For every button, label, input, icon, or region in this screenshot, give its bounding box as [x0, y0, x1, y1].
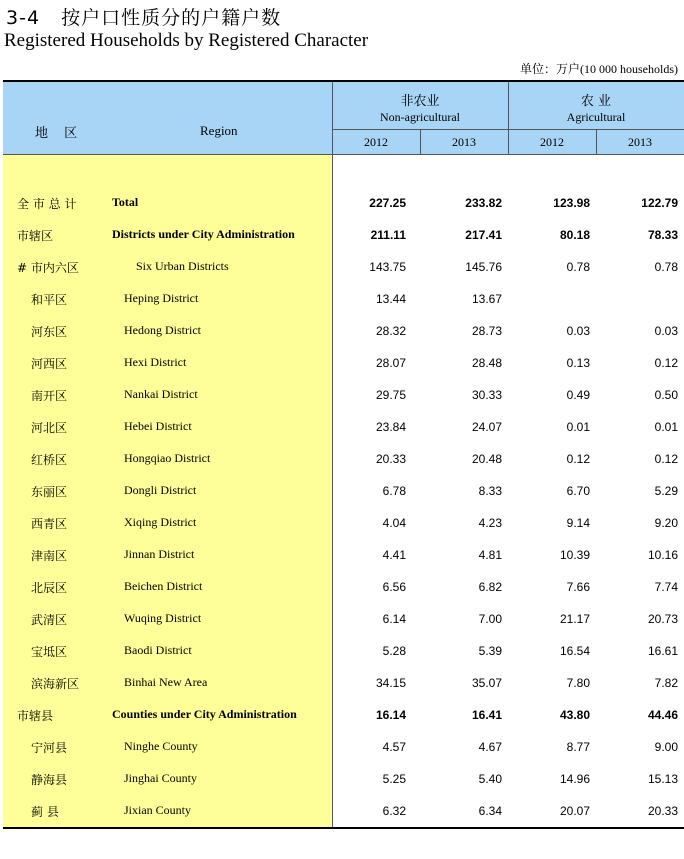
table-row [3, 187, 684, 219]
value-cell: 6.82 [478, 580, 502, 594]
value-cell: 5.40 [478, 772, 502, 786]
region-cell [3, 187, 332, 219]
year-header: 2013 [420, 130, 508, 155]
value-cell: 28.07 [375, 356, 406, 370]
region-cell [3, 315, 332, 347]
table-row [3, 251, 684, 283]
region-name-en: Ninghe County [124, 739, 198, 753]
table-row [3, 635, 684, 667]
table-row [3, 763, 684, 795]
value-cell: 7.74 [654, 580, 678, 594]
value-cell: 233.82 [465, 196, 502, 210]
value-cell: 16.41 [471, 708, 502, 722]
value-cell: 28.32 [375, 324, 406, 338]
value-cell: 123.98 [553, 196, 590, 210]
region-cell [3, 635, 332, 667]
table-row [3, 571, 684, 603]
value-cell: 4.57 [382, 740, 406, 754]
value-cell: 211.11 [370, 228, 406, 242]
value-cell: 21.17 [559, 612, 590, 626]
value-cell: 6.56 [382, 580, 406, 594]
table-row [3, 347, 684, 379]
value-cell: 0.03 [654, 324, 678, 338]
value-cell: 10.39 [559, 548, 590, 562]
region-name-en: Beichen District [124, 579, 203, 593]
value-cell: 143.75 [369, 260, 406, 274]
table-row [3, 219, 684, 251]
value-cell: 5.28 [382, 644, 406, 658]
region-cell [3, 667, 332, 699]
region-name-en: Xiqing District [124, 515, 197, 529]
region-name-en: Jixian County [124, 803, 192, 817]
region-name-en: Dongli District [124, 483, 197, 497]
region-cell [3, 699, 332, 731]
value-cell: 35.07 [471, 676, 502, 690]
unit-label [520, 60, 678, 77]
table-row [3, 379, 684, 411]
value-cell: 0.12 [654, 452, 678, 466]
value-cell: 20.33 [375, 452, 406, 466]
spacer-row [3, 155, 684, 188]
value-cell: 0.01 [654, 420, 678, 434]
value-cell: 28.73 [471, 324, 502, 338]
region-name-cn: 北辰区 [31, 581, 68, 595]
value-cell: 4.41 [382, 548, 406, 562]
region-cell [3, 379, 332, 411]
table-row [3, 731, 684, 763]
value-cell: 0.78 [566, 260, 590, 274]
page-title-en: Registered Households by Registered Character [4, 30, 369, 51]
group-header-non-agricultural [332, 81, 508, 130]
value-cell: 15.13 [647, 772, 678, 786]
region-name-cn: 河北区 [31, 421, 68, 435]
region-name-en: Binhai New Area [124, 675, 208, 689]
region-cell [3, 411, 332, 443]
group-header-cn: 非农业 [400, 94, 440, 109]
value-cell: 4.23 [478, 516, 502, 530]
region-name-cn: 宝坻区 [31, 645, 68, 659]
value-cell: 0.49 [566, 388, 590, 402]
households-table [3, 80, 684, 829]
value-cell: 8.77 [566, 740, 590, 754]
value-cell [508, 283, 596, 315]
value-cell: 0.12 [654, 356, 678, 370]
value-cell: 20.73 [647, 612, 678, 626]
table-row [3, 795, 684, 828]
value-cell: 9.14 [566, 516, 590, 530]
region-header-en: Region [200, 123, 238, 138]
region-name-cn: 武清区 [31, 613, 68, 627]
region-name-en: Hedong District [124, 323, 201, 337]
region-name-cn: 河东区 [31, 325, 68, 339]
region-cell [3, 763, 332, 795]
region-cell [3, 443, 332, 475]
region-name-en: Counties under City Administration [112, 707, 297, 721]
value-cell: 20.33 [596, 795, 684, 828]
region-name-en: Six Urban Districts [136, 259, 229, 273]
region-cell [3, 475, 332, 507]
value-cell: 5.25 [382, 772, 406, 786]
region-name-cn: 宁河县 [31, 741, 68, 755]
value-cell: 29.75 [375, 388, 406, 402]
region-name-cn: 滨海新区 [31, 677, 80, 691]
unit-en: (10 000 households) [580, 62, 678, 76]
value-cell: 6.70 [566, 484, 590, 498]
value-cell: 8.33 [478, 484, 502, 498]
value-cell: 16.14 [375, 708, 406, 722]
value-cell: 6.78 [382, 484, 406, 498]
value-cell: 10.16 [647, 548, 678, 562]
value-cell: 0.13 [566, 356, 590, 370]
region-cell [3, 219, 332, 251]
value-cell: 9.20 [654, 516, 678, 530]
region-name-en: Baodi District [124, 643, 192, 657]
value-cell: 0.12 [566, 452, 590, 466]
region-name-cn: 津南区 [31, 549, 68, 563]
table-row [3, 475, 684, 507]
value-cell: 78.33 [647, 228, 678, 242]
page-title-cn [6, 3, 281, 30]
value-cell: 30.33 [471, 388, 502, 402]
region-name-cn: 河西区 [31, 357, 68, 371]
value-cell: 122.79 [641, 196, 678, 210]
table-row [3, 699, 684, 731]
region-name-cn: # 市内六区 [17, 261, 79, 275]
region-name-cn: 红桥区 [31, 453, 68, 467]
region-name-en: Hebei District [124, 419, 192, 433]
value-cell: 23.84 [375, 420, 406, 434]
group-header-cn: 农 业 [580, 94, 612, 109]
value-cell: 6.14 [382, 612, 406, 626]
value-cell: 28.48 [471, 356, 502, 370]
value-cell: 80.18 [559, 228, 590, 242]
region-name-cn: 全 市 总 计 [17, 197, 77, 211]
table-row [3, 603, 684, 635]
value-cell: 4.81 [478, 548, 502, 562]
region-header [3, 81, 332, 155]
region-name-cn: 市辖区 [17, 229, 54, 243]
value-cell [596, 283, 684, 315]
value-cell: 0.01 [566, 420, 590, 434]
value-cell: 227.25 [369, 196, 406, 210]
value-cell: 7.80 [566, 676, 590, 690]
value-cell: 24.07 [471, 420, 502, 434]
value-cell: 34.15 [375, 676, 406, 690]
year-header: 2012 [332, 130, 420, 155]
unit-cn: 单位：万户 [519, 62, 580, 76]
value-cell: 7.00 [478, 612, 502, 626]
region-cell [3, 283, 332, 315]
region-cell [3, 731, 332, 763]
table-row [3, 443, 684, 475]
region-cell [3, 571, 332, 603]
region-cell [3, 251, 332, 283]
year-header: 2013 [596, 130, 684, 155]
value-cell: 9.00 [654, 740, 678, 754]
region-name-cn: 蓟 县 [31, 805, 59, 819]
region-cell [3, 507, 332, 539]
region-name-en: Wuqing District [124, 611, 202, 625]
value-cell: 43.80 [559, 708, 590, 722]
table-row [3, 283, 684, 315]
value-cell: 13.67 [471, 292, 502, 306]
value-cell: 20.07 [508, 795, 596, 828]
region-cell [3, 603, 332, 635]
year-header: 2012 [508, 130, 596, 155]
value-cell: 4.67 [478, 740, 502, 754]
group-header-en: Non-agricultural [380, 110, 460, 124]
title-cn-text: 按户口性质分的户籍户数 [61, 7, 282, 29]
region-header-cn: 地 区 [35, 126, 84, 141]
value-cell: 4.04 [382, 516, 406, 530]
region-name-cn: 南开区 [31, 389, 68, 403]
region-name-cn: 东丽区 [31, 485, 68, 499]
region-name-cn: 市辖县 [17, 709, 54, 723]
table-body [3, 155, 684, 829]
value-cell: 145.76 [465, 260, 502, 274]
region-name-en: Districts under City Administration [112, 227, 295, 241]
region-name-cn: 西青区 [31, 517, 68, 531]
value-cell: 0.78 [654, 260, 678, 274]
region-name-en: Hexi District [124, 355, 187, 369]
value-cell: 16.54 [559, 644, 590, 658]
region-name-en: Jinnan District [124, 547, 195, 561]
value-cell: 6.32 [332, 795, 420, 828]
region-name-cn: 静海县 [31, 773, 68, 787]
region-name-en: Nankai District [124, 387, 198, 401]
value-cell: 7.66 [566, 580, 590, 594]
group-header-agricultural [508, 81, 684, 130]
region-name-en: Total [112, 195, 139, 209]
table-row [3, 507, 684, 539]
region-cell [3, 539, 332, 571]
table-row [3, 315, 684, 347]
region-cell [3, 347, 332, 379]
value-cell: 44.46 [647, 708, 678, 722]
value-cell: 0.03 [566, 324, 590, 338]
group-header-en: Agricultural [566, 110, 626, 124]
value-cell: 14.96 [559, 772, 590, 786]
value-cell: 5.29 [654, 484, 678, 498]
region-name-en: Jinghai County [124, 771, 198, 785]
table-row [3, 411, 684, 443]
region-name-en: Hongqiao District [124, 451, 211, 465]
value-cell: 6.34 [420, 795, 508, 828]
value-cell: 16.61 [647, 644, 678, 658]
value-cell: 20.48 [471, 452, 502, 466]
table-number: 3-4 [6, 7, 41, 29]
value-cell: 217.41 [465, 228, 502, 242]
value-cell: 7.82 [654, 676, 678, 690]
region-cell [3, 795, 332, 828]
region-name-en: Heping District [124, 291, 199, 305]
table-row [3, 667, 684, 699]
value-cell: 13.44 [375, 292, 406, 306]
region-name-cn: 和平区 [31, 293, 68, 307]
table-row [3, 539, 684, 571]
value-cell: 0.50 [654, 388, 678, 402]
value-cell: 5.39 [478, 644, 502, 658]
